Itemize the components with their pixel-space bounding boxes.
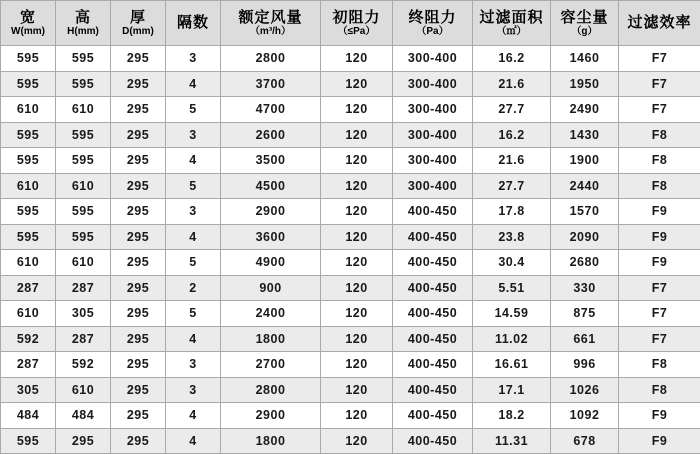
table-cell: 400-450 — [393, 428, 473, 454]
table-cell: 295 — [111, 250, 166, 276]
table-cell: 295 — [111, 97, 166, 123]
column-header-unit-2: D(mm) — [111, 26, 165, 38]
table-cell: 1570 — [551, 199, 619, 225]
table-cell: F7 — [619, 301, 700, 327]
table-cell: 21.6 — [473, 71, 551, 97]
table-cell: 5.51 — [473, 275, 551, 301]
table-cell: 484 — [56, 403, 111, 429]
table-cell: 4900 — [221, 250, 321, 276]
table-cell: 120 — [321, 199, 393, 225]
table-cell: 595 — [56, 224, 111, 250]
column-header-unit-8: （g） — [551, 26, 618, 38]
table-cell: 595 — [56, 148, 111, 174]
table-cell: 295 — [111, 148, 166, 174]
column-header-7 — [473, 1, 551, 46]
table-header — [1, 1, 700, 46]
table-cell: F8 — [619, 173, 700, 199]
table-cell: 300-400 — [393, 148, 473, 174]
table-cell: 300-400 — [393, 173, 473, 199]
table-cell: 610 — [1, 250, 56, 276]
column-header-1 — [56, 1, 111, 46]
table-cell: 30.4 — [473, 250, 551, 276]
table-cell: 400-450 — [393, 377, 473, 403]
table-cell: 610 — [56, 173, 111, 199]
table-cell: 120 — [321, 352, 393, 378]
table-cell: 3 — [166, 352, 221, 378]
table-cell: 5 — [166, 301, 221, 327]
table-cell: F9 — [619, 403, 700, 429]
table-cell: 595 — [1, 428, 56, 454]
table-cell: 16.2 — [473, 122, 551, 148]
table-cell: 287 — [1, 275, 56, 301]
table-cell: 4500 — [221, 173, 321, 199]
table-cell: 11.02 — [473, 326, 551, 352]
table-cell: F9 — [619, 428, 700, 454]
table-cell: 595 — [1, 224, 56, 250]
column-header-unit-4: （m³/h） — [221, 26, 320, 38]
table-cell: 287 — [1, 352, 56, 378]
table-cell: 1800 — [221, 326, 321, 352]
table-cell: 295 — [111, 199, 166, 225]
table-cell: 595 — [56, 199, 111, 225]
table-row — [1, 403, 700, 429]
table-cell: F7 — [619, 97, 700, 123]
table-cell: 5 — [166, 250, 221, 276]
table-cell: 120 — [321, 122, 393, 148]
table-cell: 1460 — [551, 46, 619, 72]
table-cell: 120 — [321, 71, 393, 97]
column-header-title-2: 厚 — [111, 9, 165, 26]
table-cell: 610 — [56, 377, 111, 403]
table-cell: F8 — [619, 377, 700, 403]
table-cell: 595 — [1, 46, 56, 72]
table-row — [1, 173, 700, 199]
table-cell: 300-400 — [393, 46, 473, 72]
column-header-title-9: 过滤效率 — [619, 14, 700, 31]
column-header-4 — [221, 1, 321, 46]
table-cell: 4 — [166, 326, 221, 352]
table-cell: 595 — [1, 199, 56, 225]
table-cell: 595 — [56, 46, 111, 72]
table-cell: 595 — [1, 71, 56, 97]
column-header-2 — [111, 1, 166, 46]
table-cell: 400-450 — [393, 250, 473, 276]
table-cell: F9 — [619, 199, 700, 225]
table-cell: 2900 — [221, 199, 321, 225]
table-cell: 595 — [56, 71, 111, 97]
table-cell: 18.2 — [473, 403, 551, 429]
table-row — [1, 428, 700, 454]
table-cell: 661 — [551, 326, 619, 352]
table-cell: 14.59 — [473, 301, 551, 327]
table-row — [1, 71, 700, 97]
table-cell: 11.31 — [473, 428, 551, 454]
table-cell: 400-450 — [393, 301, 473, 327]
table-cell: 2490 — [551, 97, 619, 123]
table-row — [1, 199, 700, 225]
column-header-6 — [393, 1, 473, 46]
table-cell: 4700 — [221, 97, 321, 123]
table-cell: 1800 — [221, 428, 321, 454]
table-cell: 295 — [111, 46, 166, 72]
column-header-3 — [166, 1, 221, 46]
table-row — [1, 122, 700, 148]
table-cell: 120 — [321, 250, 393, 276]
table-cell: 27.7 — [473, 97, 551, 123]
table-cell: 2900 — [221, 403, 321, 429]
column-header-unit-1: H(mm) — [56, 26, 110, 38]
column-header-8 — [551, 1, 619, 46]
table-cell: 120 — [321, 275, 393, 301]
table-cell: 120 — [321, 326, 393, 352]
table-cell: 27.7 — [473, 173, 551, 199]
table-row — [1, 352, 700, 378]
table-row — [1, 148, 700, 174]
table-cell: 21.6 — [473, 148, 551, 174]
column-header-unit-7: （㎡） — [473, 26, 550, 38]
table-cell: 16.2 — [473, 46, 551, 72]
table-cell: 17.8 — [473, 199, 551, 225]
table-cell: 4 — [166, 224, 221, 250]
table-cell: 3 — [166, 122, 221, 148]
table-cell: 4 — [166, 71, 221, 97]
column-header-title-3: 隔数 — [166, 14, 220, 31]
table-cell: 484 — [1, 403, 56, 429]
table-cell: 5 — [166, 173, 221, 199]
column-header-title-1: 高 — [56, 9, 110, 26]
table-cell: 400-450 — [393, 352, 473, 378]
table-cell: 295 — [111, 301, 166, 327]
table-cell: F9 — [619, 224, 700, 250]
table-cell: 295 — [111, 224, 166, 250]
column-header-unit-5: （≤Pa） — [321, 26, 392, 38]
table-cell: 875 — [551, 301, 619, 327]
table-cell: 1900 — [551, 148, 619, 174]
table-cell: 295 — [111, 377, 166, 403]
table-cell: 295 — [111, 403, 166, 429]
table-cell: 295 — [111, 352, 166, 378]
table-row — [1, 275, 700, 301]
table-cell: 330 — [551, 275, 619, 301]
table-cell: F9 — [619, 250, 700, 276]
table-row — [1, 97, 700, 123]
table-cell: 295 — [56, 428, 111, 454]
table-cell: 4 — [166, 148, 221, 174]
table-cell: 996 — [551, 352, 619, 378]
table-cell: 2680 — [551, 250, 619, 276]
table-cell: 287 — [56, 326, 111, 352]
table-cell: 300-400 — [393, 122, 473, 148]
column-header-title-4: 额定风量 — [221, 9, 320, 26]
table-cell: 1092 — [551, 403, 619, 429]
table-cell: 2090 — [551, 224, 619, 250]
table-cell: 595 — [56, 122, 111, 148]
table-cell: 305 — [1, 377, 56, 403]
table-cell: 900 — [221, 275, 321, 301]
table-cell: 592 — [56, 352, 111, 378]
column-header-title-8: 容尘量 — [551, 9, 618, 26]
table-cell: 305 — [56, 301, 111, 327]
table-cell: 400-450 — [393, 199, 473, 225]
table-cell: 400-450 — [393, 224, 473, 250]
table-cell: F7 — [619, 71, 700, 97]
table-cell: 4 — [166, 403, 221, 429]
table-cell: 2440 — [551, 173, 619, 199]
table-cell: 295 — [111, 71, 166, 97]
table-cell: 592 — [1, 326, 56, 352]
column-header-9 — [619, 1, 700, 46]
table-header-row — [1, 1, 700, 46]
table-cell: 1950 — [551, 71, 619, 97]
table-cell: 120 — [321, 224, 393, 250]
table-cell: 300-400 — [393, 71, 473, 97]
table-cell: 3700 — [221, 71, 321, 97]
table-cell: F7 — [619, 46, 700, 72]
table-cell: 678 — [551, 428, 619, 454]
table-cell: 610 — [1, 301, 56, 327]
table-cell: F7 — [619, 326, 700, 352]
table-cell: 610 — [1, 97, 56, 123]
table-cell: 295 — [111, 275, 166, 301]
table-cell: 400-450 — [393, 326, 473, 352]
table-cell: 5 — [166, 97, 221, 123]
table-cell: 3 — [166, 46, 221, 72]
table-cell: 2400 — [221, 301, 321, 327]
table-row — [1, 301, 700, 327]
table-cell: 295 — [111, 173, 166, 199]
table-cell: 610 — [56, 250, 111, 276]
column-header-title-5: 初阻力 — [321, 9, 392, 26]
column-header-unit-6: （Pa） — [393, 26, 472, 38]
table-cell: 120 — [321, 428, 393, 454]
table-cell: 4 — [166, 428, 221, 454]
column-header-5 — [321, 1, 393, 46]
table-cell: 3 — [166, 199, 221, 225]
table-cell: 595 — [1, 122, 56, 148]
table-cell: 610 — [1, 173, 56, 199]
table-cell: 120 — [321, 46, 393, 72]
table-cell: 23.8 — [473, 224, 551, 250]
table-cell: 16.61 — [473, 352, 551, 378]
table-cell: 400-450 — [393, 403, 473, 429]
table-cell: 1026 — [551, 377, 619, 403]
table-cell: 295 — [111, 122, 166, 148]
table-body — [1, 46, 700, 454]
table-cell: 2800 — [221, 46, 321, 72]
table-cell: 610 — [56, 97, 111, 123]
table-cell: 17.1 — [473, 377, 551, 403]
table-cell: F8 — [619, 352, 700, 378]
column-header-0 — [1, 1, 56, 46]
table-cell: 2600 — [221, 122, 321, 148]
column-header-title-7: 过滤面积 — [473, 9, 550, 26]
table-cell: 287 — [56, 275, 111, 301]
table-row — [1, 224, 700, 250]
column-header-title-0: 宽 — [1, 9, 55, 26]
table-cell: 2 — [166, 275, 221, 301]
table-row — [1, 46, 700, 72]
table-cell: F7 — [619, 275, 700, 301]
table-cell: 3500 — [221, 148, 321, 174]
table-cell: 295 — [111, 326, 166, 352]
table-cell: 120 — [321, 301, 393, 327]
table-cell: 120 — [321, 377, 393, 403]
column-header-unit-0: W(mm) — [1, 26, 55, 38]
table-cell: F8 — [619, 148, 700, 174]
table-cell: 120 — [321, 148, 393, 174]
table-row — [1, 250, 700, 276]
table-cell: 2800 — [221, 377, 321, 403]
table-cell: 300-400 — [393, 97, 473, 123]
column-header-title-6: 终阻力 — [393, 9, 472, 26]
table-cell: 120 — [321, 97, 393, 123]
table-cell: F8 — [619, 122, 700, 148]
table-cell: 120 — [321, 173, 393, 199]
table-cell: 295 — [111, 428, 166, 454]
table-cell: 595 — [1, 148, 56, 174]
table-cell: 3 — [166, 377, 221, 403]
table-cell: 1430 — [551, 122, 619, 148]
table-cell: 400-450 — [393, 275, 473, 301]
table-cell: 120 — [321, 403, 393, 429]
table-cell: 3600 — [221, 224, 321, 250]
table-row — [1, 326, 700, 352]
table-cell: 2700 — [221, 352, 321, 378]
table-row — [1, 377, 700, 403]
